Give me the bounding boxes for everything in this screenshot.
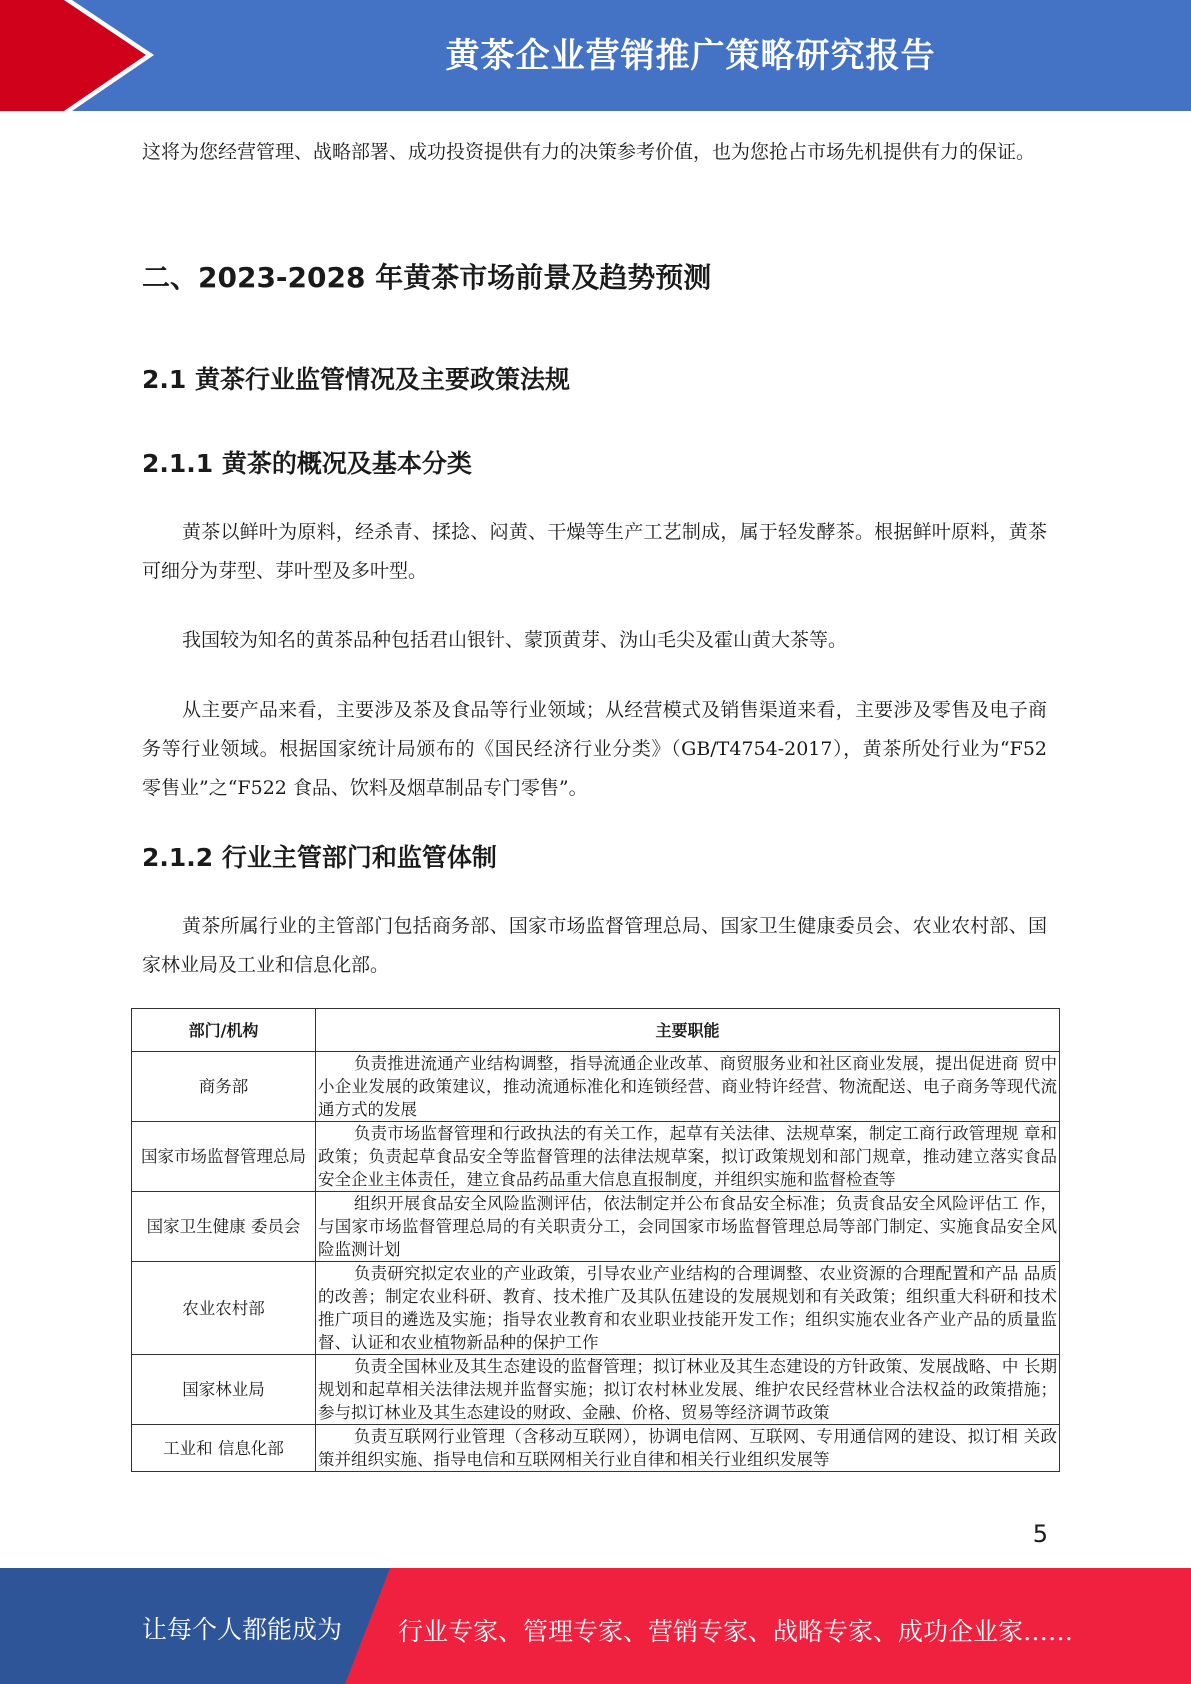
table-header-row — [132, 1009, 1060, 1052]
dept-cell: 商务部 — [132, 1052, 316, 1122]
footer-slogan-right: 行业专家、管理专家、营销专家、战略专家、成功企业家…… — [398, 1617, 1074, 1646]
function-cell: 负责互联网行业管理（含移动互联网），协调电信网、互联网、专用通信网的建设、拟订相 关政策并组织实施、指导电信和互联网相关行业自律和相关行业组织发展等 — [316, 1425, 1060, 1472]
paragraph-industry-classification: 从主要产品来看，主要涉及茶及食品等行业领域；从经营模式及销售渠道来看，主要涉及零售及电子商务等行业领域。根据国家统计局颁布的《国民经济行业分类》（GB/T4754-2017），黄茶所处行业为“F52 零售业”之“F522 食品、饮料及烟草制品专门零售”。 — [142, 699, 1047, 799]
dept-cell: 农业农村部 — [132, 1262, 316, 1355]
page-footer — [0, 1568, 1191, 1684]
report-title: 黄茶企业营销推广策略研究报告 — [445, 36, 936, 76]
table-header-dept: 部门/机构 — [132, 1009, 316, 1052]
regulator-duty-table — [131, 1008, 1060, 1472]
table-row — [132, 1192, 1060, 1262]
dept-cell: 国家市场监督管理总局 — [132, 1122, 316, 1192]
paragraph-regulators: 黄茶所属行业的主管部门包括商务部、国家市场监督管理总局、国家卫生健康委员会、农业农村部、国家林业局及工业和信息化部。 — [142, 915, 1047, 976]
paragraph-tea-varieties: 我国较为知名的黄茶品种包括君山银针、蒙顶黄芽、沩山毛尖及霍山黄大茶等。 — [182, 629, 848, 651]
section-2-1-2-heading: 2.1.2 行业主管部门和监管体制 — [142, 843, 497, 872]
dept-cell: 国家卫生健康 委员会 — [132, 1192, 316, 1262]
section-2-1-heading: 2.1 黄茶行业监管情况及主要政策法规 — [142, 365, 570, 394]
section-2-1-1-heading: 2.1.1 黄茶的概况及基本分类 — [142, 449, 472, 478]
dept-cell: 工业和 信息化部 — [132, 1425, 316, 1472]
page-number: 5 — [1032, 1520, 1048, 1548]
function-cell: 负责研究拟定农业的产业政策，引导农业产业结构的合理调整、农业资源的合理配置和产品 品质的改善；制定农业科研、教育、技术推广及其队伍建设的发展规划和有关政策；组织重大科研和技术推广项目的遴选及实施；指导农业教育和农业职业技能开发工作；组织实施农业各产业产品的质量监督、认证和农业植物新品种的保护工作 — [316, 1262, 1060, 1355]
function-cell: 负责全国林业及其生态建设的监督管理；拟订林业及其生态建设的方针政策、发展战略、中 长期规划和起草相关法律法规并监督实施；拟订农村林业发展、维护农民经营林业合法权益的政策措施；参与拟订林业及其生态建设的财政、金融、价格、贸易等经济调节政策 — [316, 1355, 1060, 1425]
paragraph-tea-overview: 黄茶以鲜叶为原料，经杀青、揉捻、闷黄、干燥等生产工艺制成，属于轻发酵茶。根据鲜叶原料，黄茶可细分为芽型、芽叶型及多叶型。 — [142, 521, 1047, 582]
footer-slogan-left: 让每个人都能成为 — [142, 1615, 343, 1644]
header-red-arrow — [0, 0, 150, 111]
dept-cell: 国家林业局 — [132, 1355, 316, 1425]
function-cell: 组织开展食品安全风险监测评估，依法制定并公布食品安全标准；负责食品安全风险评估工 作，与国家市场监督管理总局的有关职责分工，会同国家市场监督管理总局等部门制定、实施食品安全风险监测计划 — [316, 1192, 1060, 1262]
function-cell: 负责推进流通产业结构调整，指导流通企业改革、商贸服务业和社区商业发展，提出促进商 贸中小企业发展的政策建议，推动流通标准化和连锁经营、商业特许经营、物流配送、电子商务等现代流通方式的发展 — [316, 1052, 1060, 1122]
table-row — [132, 1262, 1060, 1355]
section-2-heading: 二、2023-2028 年黄茶市场前景及趋势预测 — [142, 261, 712, 294]
function-cell: 负责市场监督管理和行政执法的有关工作，起草有关法律、法规草案，制定工商行政管理规 章和政策；负责起草食品安全等监督管理的法律法规草案，拟订政策规划和部门规章，推动建立落实食品安全企业主体责任，建立食品药品重大信息直报制度，并组织实施和监督检查等 — [316, 1122, 1060, 1192]
table-row — [132, 1425, 1060, 1472]
table-row — [132, 1052, 1060, 1122]
table-row — [132, 1122, 1060, 1192]
table-header-function: 主要职能 — [316, 1009, 1060, 1052]
page-header — [0, 0, 1191, 111]
table-row — [132, 1355, 1060, 1425]
intro-paragraph: 这将为您经营管理、战略部署、成功投资提供有力的决策参考价值，也为您抢占市场先机提供有力的保证。 — [142, 141, 1036, 163]
